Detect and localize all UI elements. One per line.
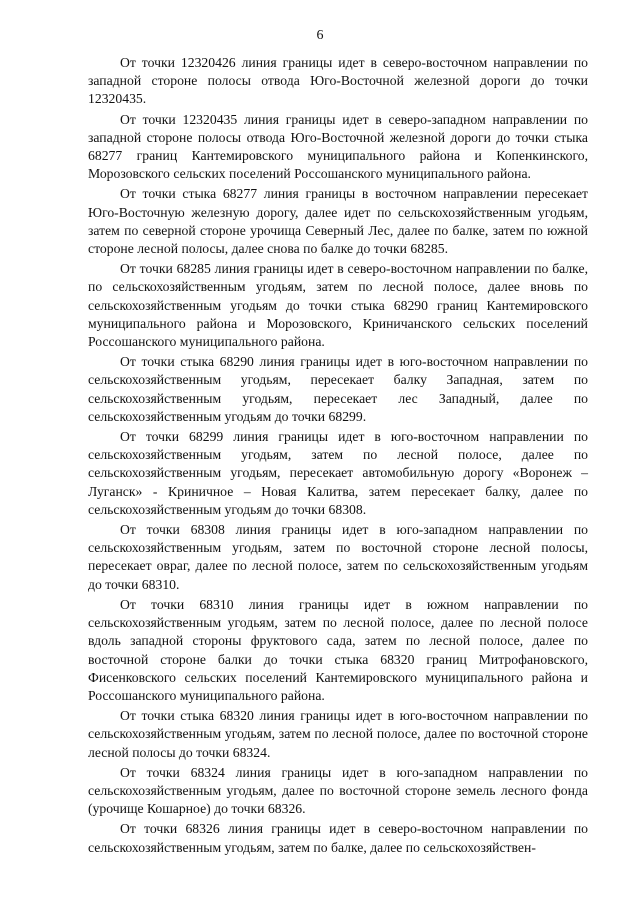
- paragraph: От точки стыка 68290 линия границы идет в юго-восточном направлении по сельскохозяйственным угодьям, пересекает балку Западная, затем по сельскохозяйственным угодьям, пересекает лес Западный, далее по сельскохозяйственным угодьям до точки 68299.: [88, 354, 588, 424]
- paragraph: От точки 12320426 линия границы идет в северо-восточном направлении по западной стороне полосы отвода Юго-Восточной железной дороги до точки 12320435.: [88, 55, 588, 107]
- paragraph: От точки стыка 68277 линия границы в восточном направлении пересекает Юго-Восточную железную дорогу, далее идет по сельскохозяйственным угодьям, затем по северной стороне урочища Северный Лес, далее по балке, затем по южной стороне лесной полосы, далее снова по балке до точки 68285.: [88, 186, 588, 257]
- document-body: [88, 54, 588, 859]
- paragraph: От точки 68326 линия границы идет в северо-восточном направлении по сельскохозяйственным угодьям, затем по балке, далее по сельскохозяйствен-: [88, 821, 588, 855]
- paragraph: От точки 68324 линия границы идет в юго-западном направлении по сельскохозяйственным угодьям, далее по восточной стороне земель лесного фонда (урочище Кошарное) до точки 68326.: [88, 764, 588, 817]
- paragraph: От точки 68299 линия границы идет в юго-восточном направлении по сельскохозяйственным угодьям, затем по лесной полосе, далее по сельскохозяйственным угодьям, пересекает автомобильную дорогу «Воронеж – Луганск» - Криничное – Новая Калитва, затем пересекает балку, далее по сельскохозяйственным угодьям до точки 68308.: [88, 429, 588, 517]
- paragraph: От точки 68285 линия границы идет в северо-восточном направлении по балке, по сельскохозяйственным угодьям, затем по лесной полосе, далее вновь по сельскохозяйственным угодьям до точки стыка 68290 границ Кантемировского муниципального района и Морозовского, Криничанского сельских поселений Россошанского муниципального района.: [88, 261, 588, 350]
- paragraph: От точки 12320435 линия границы идет в северо-западном направлении по западной стороне полосы отвода Юго-Восточной железной дороги до точки стыка 68277 границ Кантемировского муниципального района и Копенкинского, Морозовского сельских поселений Россошанского муниципального района.: [88, 111, 588, 182]
- page-number: 6: [316, 28, 324, 43]
- paragraph: От точки стыка 68320 линия границы идет в юго-восточном направлении по сельскохозяйственным угодьям, затем по лесной полосе, далее по восточной стороне лесной полосы до точки 68324.: [88, 708, 588, 760]
- paragraph: От точки 68308 линия границы идет в юго-западном направлении по сельскохозяйственным угодьям, затем по восточной стороне лесной полосы, пересекает овраг, далее по лесной полосе, затем по сельскохозяйственным угодьям до точки 68310.: [88, 522, 588, 592]
- paragraph: От точки 68310 линия границы идет в южном направлении по сельскохозяйственным угодьям, затем по лесной полосе, далее по лесной полосе вдоль западной стороны фруктового сада, затем по лесной полосе, далее по восточной стороне балки до точки стыка 68320 границ Митрофановского, Фисенковского сельских поселений Кантемировского муниципального района и Россошанского муниципального района.: [88, 596, 588, 703]
